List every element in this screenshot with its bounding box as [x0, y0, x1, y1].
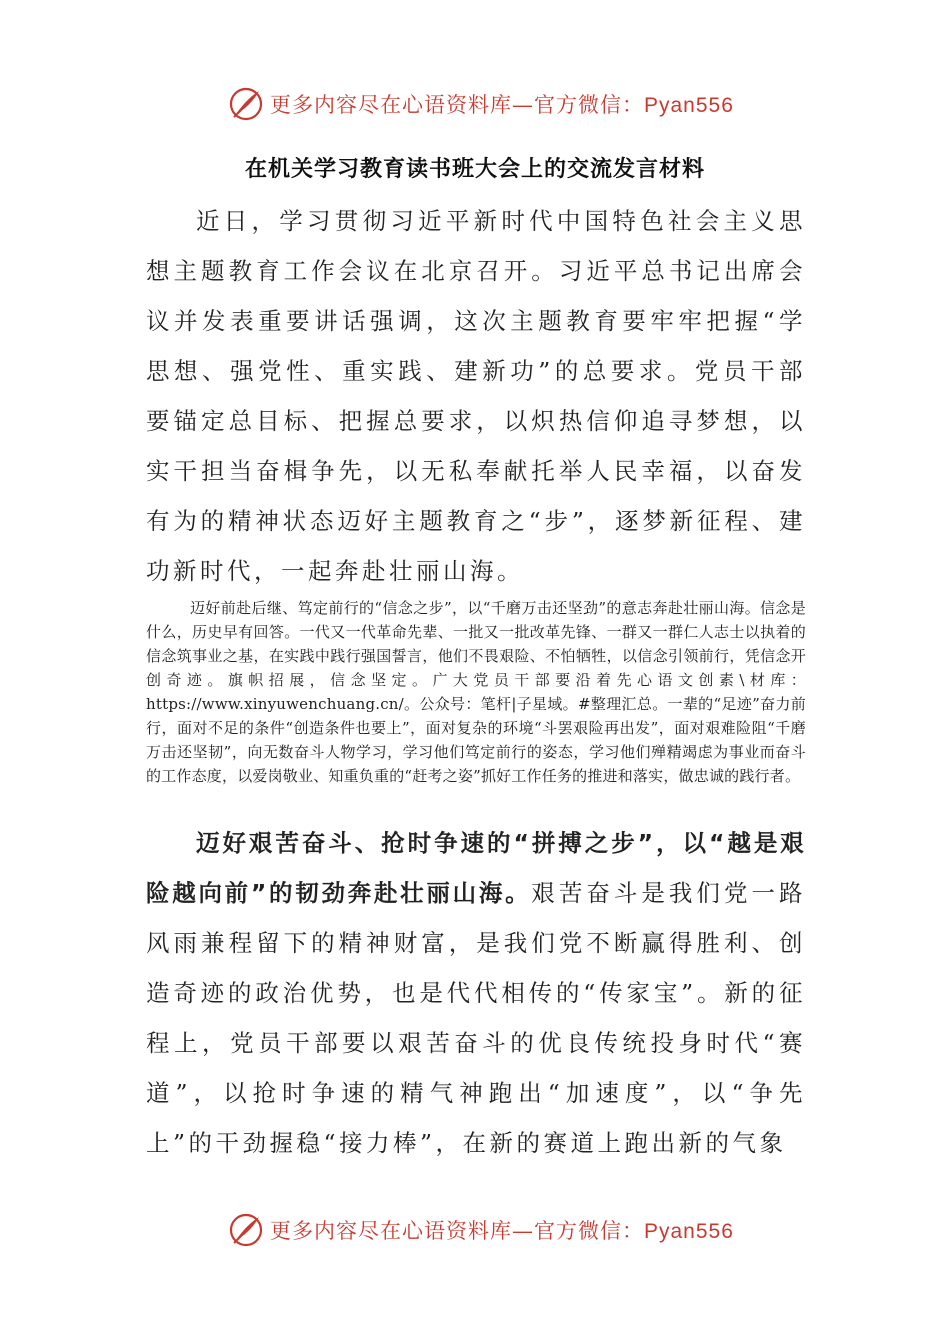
quill-pen-icon [228, 86, 264, 122]
footer-banner [228, 1208, 788, 1252]
banner-account: Pyan556 [644, 1220, 734, 1243]
banner-account: Pyan556 [644, 94, 734, 117]
header-banner [228, 82, 788, 126]
banner-text: 更多内容尽在心语资料库—官方微信：Pyan556 [270, 1219, 734, 1243]
quill-pen-icon [228, 1212, 264, 1248]
banner-text: 更多内容尽在心语资料库—官方微信：Pyan556 [270, 93, 734, 117]
paragraph-3-body: 艰苦奋斗是我们党一路风雨兼程留下的精神财富，是我们党不断赢得胜利、创造奇迹的政治优势，也是代代相传的“传家宝”。新的征程上，党员干部要以艰苦奋斗的优良传统投身时代“赛道”，以抢时争速的精气神跑出“加速度”，以“争先上”的干劲握稳“接力棒”，在新的赛道上跑出新的气象 [146, 879, 807, 1157]
paragraph-2: 迈好前赴后继、笃定前行的“信念之步”，以“千磨万击还坚劲”的意志奔赴壮丽山海。信念是什么，历史早有回答。一代又一代革命先辈、一批又一批改革先锋、一群又一群仁人志士以执着的信念筑事业之基，在实践中践行强国誓言，他们不畏艰险、不怕牺牲，以信念引领前行，凭信念开创奇迹。旗帜招展，信念坚定。广大党员干部要沿着先心语文创素\材库：https://www.xinyuwenchuang.cn/。公众号：笔杆|子星域。#整理汇总。一辈的“足迹”奋力前行，面对不足的条件“创造条件也要上”，面对复杂的环境“斗罢艰险再出发”，面对艰难险阻“千磨万击还坚韧”，向无数奋斗人物学习，学习他们笃定前行的姿态，学习他们殚精竭虑为事业而奋斗的工作态度，以爱岗敬业、知重负重的“赶考之姿”抓好工作任务的推进和落实，做忠诚的践行者。 [146, 599, 806, 785]
paragraph-3 [146, 818, 806, 1168]
page-title: 在机关学习教育读书班大会上的交流发言材料 [244, 157, 705, 182]
paragraph-1: 近日，学习贯彻习近平新时代中国特色社会主义思想主题教育工作会议在北京召开。习近平总书记出席会议并发表重要讲话强调，这次主题教育要牢牢把握“学思想、强党性、重实践、建新功”的总要求。党员干部要锚定总目标、把握总要求，以炽热信仰追寻梦想，以实干担当奋楫争先，以无私奉献托举人民幸福，以奋发有为的精神状态迈好主题教育之“步”，逐梦新征程、建功新时代，一起奔赴壮丽山海。 [146, 207, 806, 585]
paragraph-3-lead: 迈好艰苦奋斗、抢时争速的“拼搏之步”，以“越是艰险越向前”的韧劲奔赴壮丽山海。 [146, 829, 806, 907]
